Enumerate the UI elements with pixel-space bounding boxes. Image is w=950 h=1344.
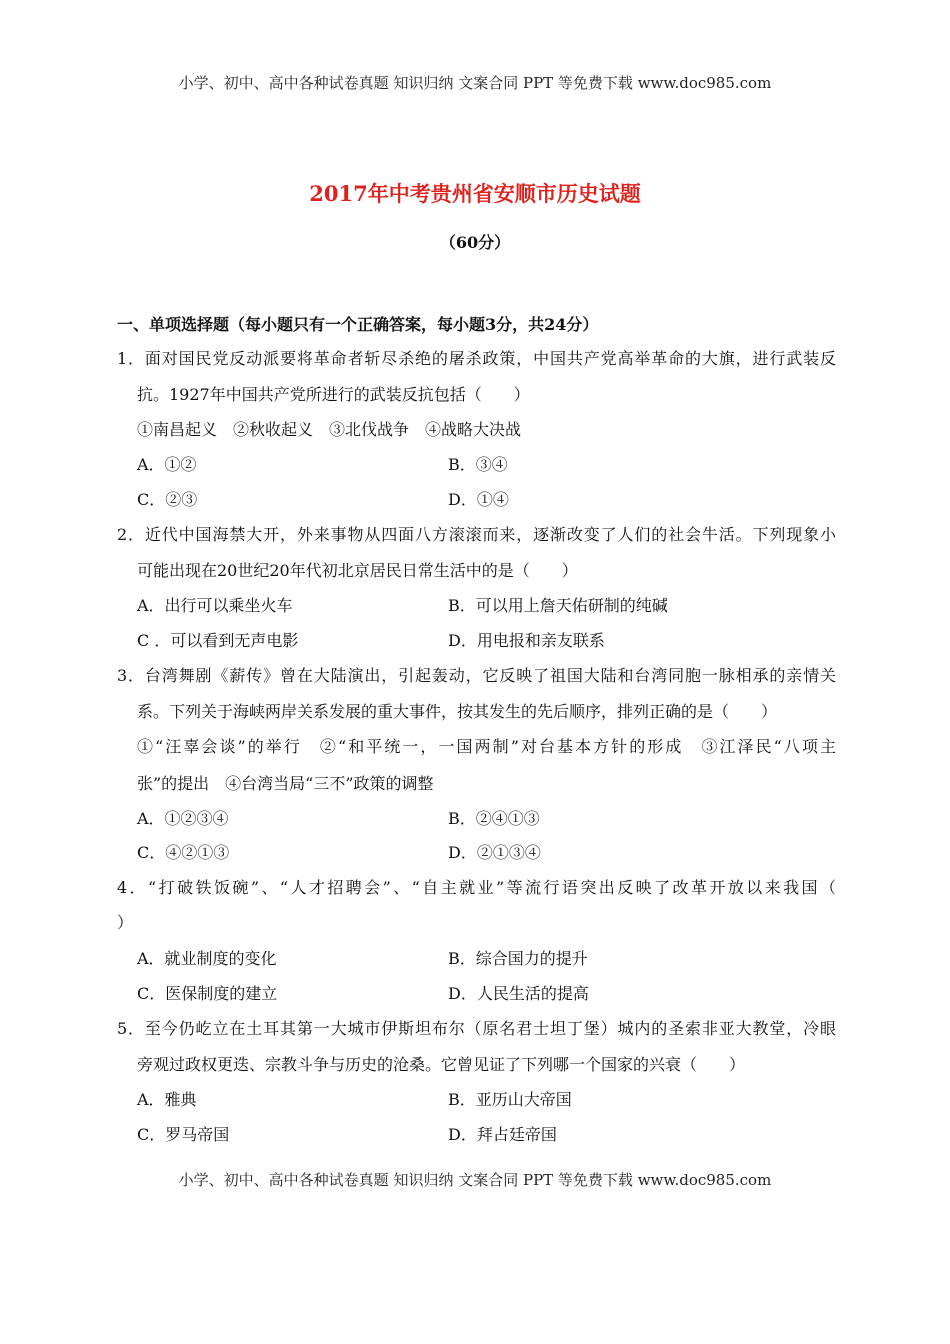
option-a: A．就业制度的变化 <box>137 949 277 968</box>
option-b: B．②④①③ <box>448 809 540 828</box>
question-1-line: 抗。1927年中国共产党所进行的武装反抗包括（ ） <box>137 385 530 404</box>
option-a: A．①② <box>137 455 197 474</box>
option-c: C．④②①③ <box>137 843 230 862</box>
question-3-items: ①“汪辜会谈”的举行 ②“和平统一，一国两制”对台基本方针的形成 ③江泽民“八项主 <box>137 737 836 756</box>
question-3-items: 张”的提出 ④台湾当局“三不”政策的调整 <box>137 774 434 793</box>
option-c: C．②③ <box>137 490 198 509</box>
question-1-items: ①南昌起义 ②秋收起义 ③北伐战争 ④战略大决战 <box>137 420 522 439</box>
option-c: C．罗马帝国 <box>137 1125 230 1144</box>
option-c: C ．可以看到无声电影 <box>137 631 299 650</box>
question-5-line: 旁观过政权更迭、宗教斗争与历史的沧桑。它曾见证了下列哪一个国家的兴衰（ ） <box>137 1055 746 1074</box>
option-d: D．拜占廷帝国 <box>448 1125 557 1144</box>
question-2-line: 可能出现在20世纪20年代初北京居民日常生活中的是（ ） <box>137 561 578 580</box>
question-3-line: 3．台湾舞剧《薪传》曾在大陆演出，引起轰动，它反映了祖国大陆和台湾同胞一脉相承的亲情关 <box>117 666 836 685</box>
option-b: B．亚历山大帝国 <box>448 1090 572 1109</box>
page-header: 小学、初中、高中各种试卷真题 知识归纳 文案合同 PPT 等免费下载 www.doc985.com <box>178 74 772 92</box>
option-b: B．③④ <box>448 455 508 474</box>
option-a: A．①②③④ <box>137 809 229 828</box>
question-5-line: 5．至今仍屹立在土耳其第一大城市伊斯坦布尔（原名君士坦丁堡）城内的圣索非亚大教堂，冷眼 <box>117 1019 836 1038</box>
option-d: D．②①③④ <box>448 843 541 862</box>
question-1-line: 1．面对国民党反动派要将革命者斩尽杀绝的屠杀政策，中国共产党高举革命的大旗，进行武装反 <box>117 349 836 368</box>
option-d: D．人民生活的提高 <box>448 984 589 1003</box>
option-d: D．用电报和亲友联系 <box>448 631 605 650</box>
question-4-line: 4．“打破铁饭碗”、“人才招聘会”、“自主就业”等流行语突出反映了改革开放以来我国（ <box>117 878 836 897</box>
section-heading: 一、单项选择题（每小题只有一个正确答案，每小题3分，共24分） <box>117 315 599 334</box>
question-2-line: 2．近代中国海禁大开，外来事物从四面八方滚滚而来，逐渐改变了人们的社会牛活。下列现象小 <box>117 525 836 544</box>
option-b: B．综合国力的提升 <box>448 949 588 968</box>
page-footer: 小学、初中、高中各种试卷真题 知识归纳 文案合同 PPT 等免费下载 www.doc985.com <box>178 1171 772 1189</box>
question-4-line: ） <box>117 913 134 932</box>
option-a: A．雅典 <box>137 1090 197 1109</box>
option-d: D．①④ <box>448 490 509 509</box>
document-title: 2017年中考贵州省安顺市历史试题 <box>309 181 641 206</box>
option-b: B．可以用上詹天佑研制的纯碱 <box>448 596 668 615</box>
total-score: （60分） <box>439 233 511 252</box>
option-c: C．医保制度的建立 <box>137 984 278 1003</box>
option-a: A．出行可以乘坐火车 <box>137 596 293 615</box>
question-3-line: 系。下列关于海峡两岸关系发展的重大事件，按其发生的先后顺序，排列正确的是（ ） <box>137 702 778 721</box>
